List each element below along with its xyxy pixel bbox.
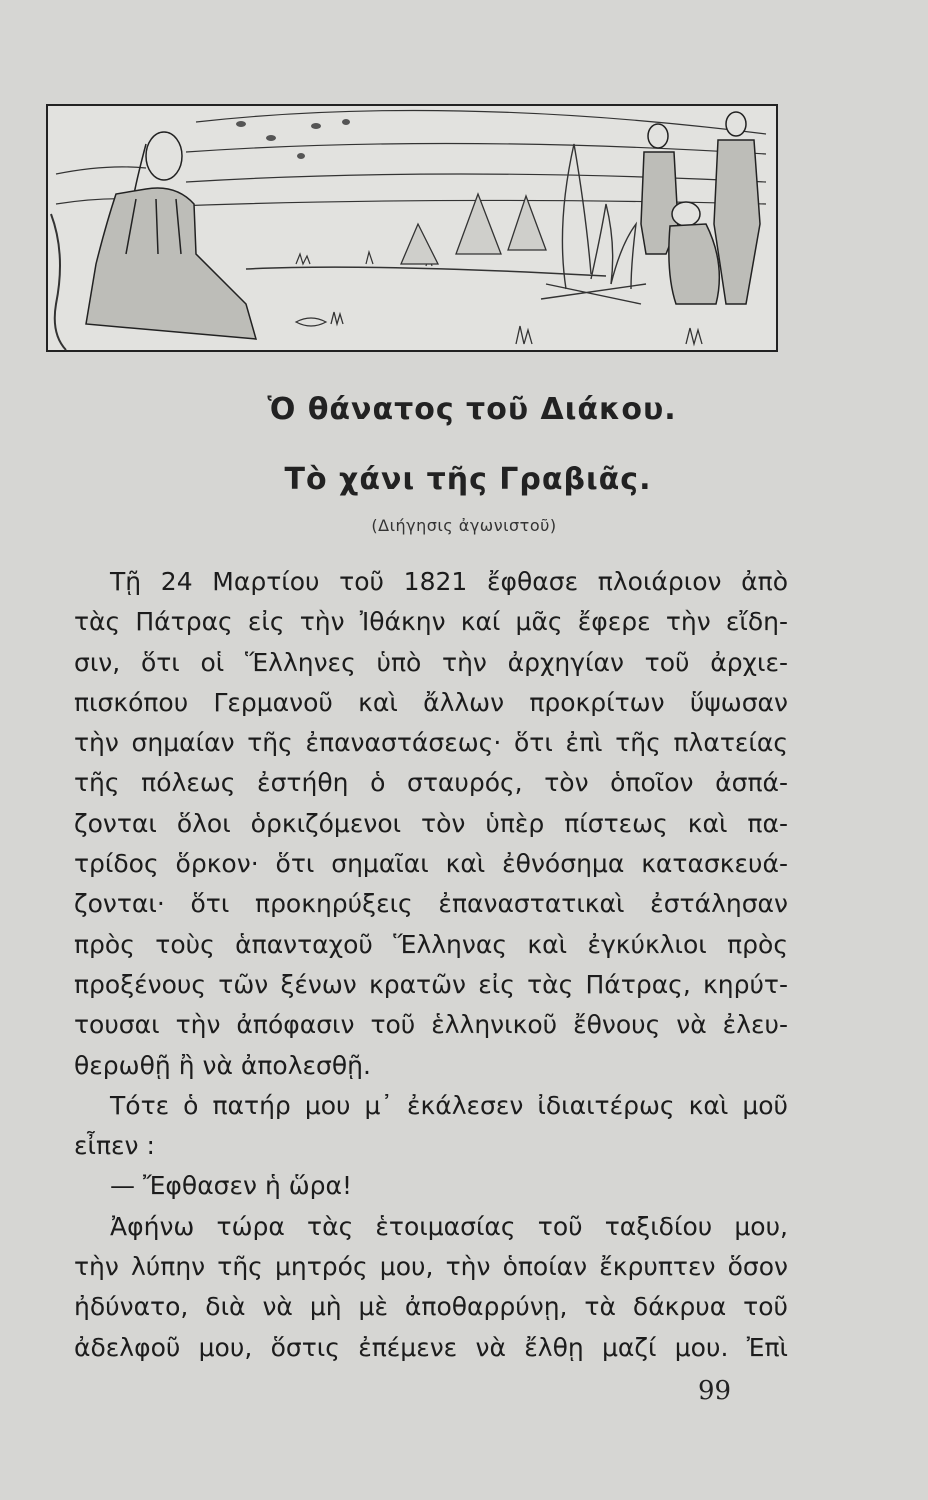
text-line: πισκόπου Γερμανοῦ καὶ ἄλλων προκρίτων ὕψωσαν bbox=[74, 687, 788, 717]
text-line: εἶπεν : bbox=[74, 1131, 155, 1161]
text-line: ζονται· ὅτι προκηρύξεις ἐπαναστατικαὶ ἐστάλησαν bbox=[74, 889, 788, 919]
page-number: 99 bbox=[698, 1376, 732, 1406]
text-line: — Ἔφθασεν ἡ ὥρα! bbox=[110, 1171, 353, 1201]
chapter-title: Ὁ θάνατος τοῦ Διάκου. bbox=[267, 392, 677, 427]
chapter-subtitle: Τὸ χάνι τῆς Γραβιᾶς. bbox=[284, 462, 652, 497]
chapter-illustration bbox=[46, 104, 778, 352]
text-line: τρίδος ὅρκον· ὅτι σημαῖαι καὶ ἐθνόσημα κατασκευά- bbox=[74, 849, 788, 879]
text-line: τὴν σημαίαν τῆς ἐπαναστάσεως· ὅτι ἐπὶ τῆς πλατείας bbox=[74, 728, 788, 758]
text-line: τῆς πόλεως ἐστήθη ὁ σταυρός, τὸν ὁποῖον ἀσπά- bbox=[74, 768, 788, 798]
text-line: ἠδύνατο, διὰ νὰ μὴ μὲ ἀποθαρρύνῃ, τὰ δάκρυα τοῦ bbox=[74, 1292, 788, 1322]
text-line: πρὸς τοὺς ἁπανταχοῦ Ἕλληνας καὶ ἐγκύκλιοι πρὸς bbox=[74, 929, 788, 959]
text-line: ἀδελφοῦ μου, ὅστις ἐπέμενε νὰ ἔλθῃ μαζί μου. Ἐπὶ bbox=[74, 1332, 788, 1362]
text-line: τὴν λύπην τῆς μητρός μου, τὴν ὁποίαν ἔκρυπτεν ὅσον bbox=[74, 1252, 788, 1282]
text-line: τὰς Πάτρας εἰς τὴν Ἰθάκην καί μᾶς ἔφερε τὴν εἴδη- bbox=[74, 607, 788, 637]
text-line: σιν, ὅτι οἱ Ἕλληνες ὑπὸ τὴν ἀρχηγίαν τοῦ ἀρχιε- bbox=[74, 647, 788, 677]
text-line: προξένους τῶν ξένων κρατῶν εἰς τὰς Πάτρας, κηρύτ- bbox=[74, 969, 788, 999]
text-line: θερωθῇ ἢ νὰ ἀπολεσθῇ. bbox=[74, 1050, 371, 1080]
text-line: Τῇ 24 Μαρτίου τοῦ 1821 ἔφθασε πλοιάριον ἀπὸ bbox=[110, 567, 788, 596]
text-line: τουσαι τὴν ἀπόφασιν τοῦ ἑλληνικοῦ ἔθνους νὰ ἐλευ- bbox=[74, 1010, 788, 1040]
text-line: ζονται ὅλοι ὁρκιζόμενοι τὸν ὑπὲρ πίστεως καὶ πα- bbox=[74, 808, 788, 838]
text-line: Ἀφήνω τώρα τὰς ἑτοιμασίας τοῦ ταξιδίου μου, bbox=[110, 1211, 788, 1241]
narrative-note: (Διήγησις ἀγωνιστοῦ) bbox=[371, 516, 557, 535]
body-text bbox=[74, 562, 788, 1368]
text-line: Τότε ὁ πατήρ μου μ᾽ ἐκάλεσεν ἰδιαιτέρως καὶ μοῦ bbox=[110, 1090, 788, 1120]
